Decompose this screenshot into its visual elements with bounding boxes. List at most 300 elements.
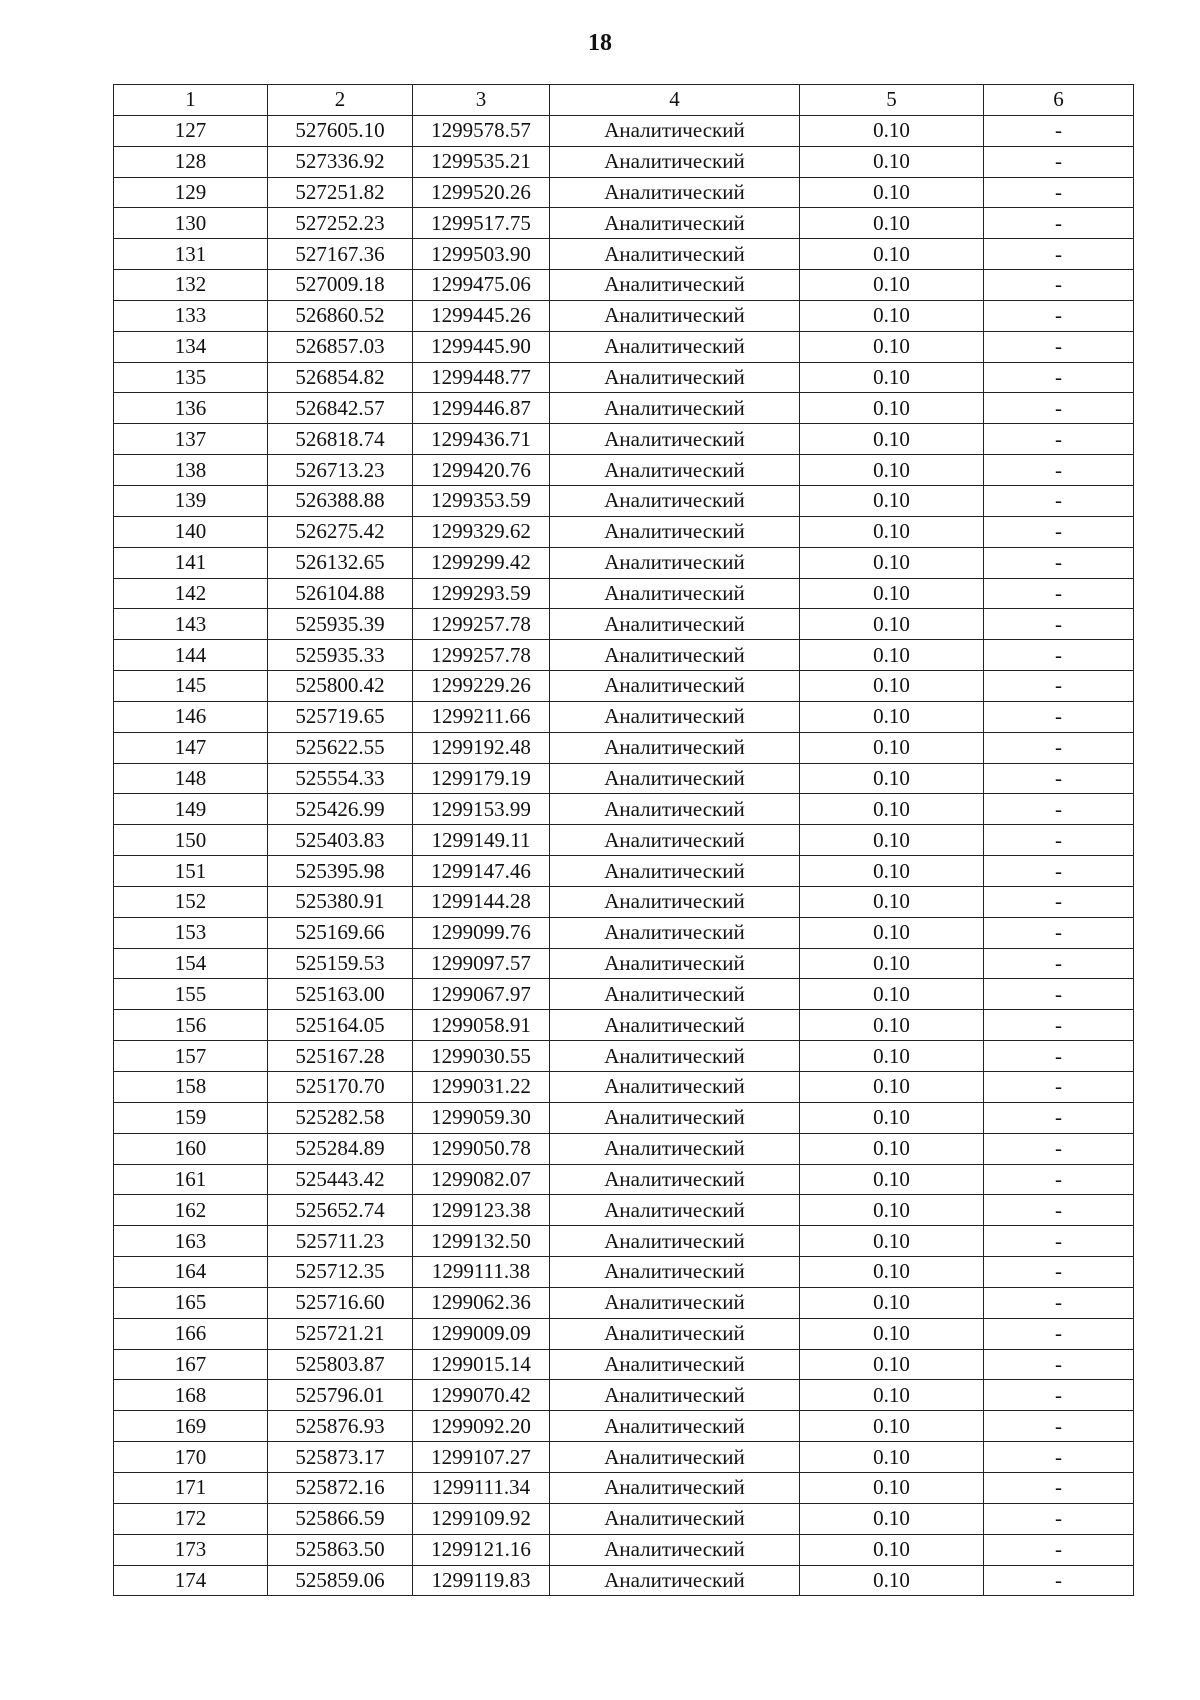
table-cell: -	[984, 1287, 1134, 1318]
table-cell: -	[984, 1349, 1134, 1380]
table-cell: 1299147.46	[413, 856, 550, 887]
table-cell: Аналитический	[550, 424, 800, 455]
table-cell: 0.10	[800, 948, 984, 979]
table-cell: 0.10	[800, 1102, 984, 1133]
table-cell: -	[984, 856, 1134, 887]
table-cell: 0.10	[800, 1257, 984, 1288]
table-cell: Аналитический	[550, 1442, 800, 1473]
table-cell: 142	[114, 578, 268, 609]
table-cell: -	[984, 1472, 1134, 1503]
table-row	[114, 1534, 1134, 1565]
table-cell: 525403.83	[268, 825, 413, 856]
table-row	[114, 1133, 1134, 1164]
table-cell: 1299293.59	[413, 578, 550, 609]
table-row	[114, 794, 1134, 825]
table-cell: 1299257.78	[413, 609, 550, 640]
table-cell: 525935.39	[268, 609, 413, 640]
table-row	[114, 1411, 1134, 1442]
table-cell: 1299050.78	[413, 1133, 550, 1164]
column-header: 5	[800, 85, 984, 116]
table-cell: 172	[114, 1503, 268, 1534]
table-cell: 165	[114, 1287, 268, 1318]
table-cell: 1299149.11	[413, 825, 550, 856]
table-cell: Аналитический	[550, 917, 800, 948]
table-cell: 1299445.26	[413, 300, 550, 331]
table-cell: 525282.58	[268, 1102, 413, 1133]
table-cell: 0.10	[800, 516, 984, 547]
table-cell: -	[984, 270, 1134, 301]
table-cell: 140	[114, 516, 268, 547]
table-cell: 167	[114, 1349, 268, 1380]
table-cell: 0.10	[800, 917, 984, 948]
table-cell: -	[984, 609, 1134, 640]
table-row	[114, 1195, 1134, 1226]
table-cell: 525872.16	[268, 1472, 413, 1503]
table-cell: 527605.10	[268, 115, 413, 146]
table-cell: 0.10	[800, 331, 984, 362]
table-row	[114, 1287, 1134, 1318]
table-cell: 159	[114, 1102, 268, 1133]
table-cell: -	[984, 1226, 1134, 1257]
table-cell: 171	[114, 1472, 268, 1503]
table-cell: Аналитический	[550, 331, 800, 362]
table-cell: Аналитический	[550, 1041, 800, 1072]
table-cell: Аналитический	[550, 1349, 800, 1380]
table-cell: 525426.99	[268, 794, 413, 825]
table-cell: 526132.65	[268, 547, 413, 578]
table-cell: 0.10	[800, 1411, 984, 1442]
table-cell: 525796.01	[268, 1380, 413, 1411]
table-cell: 0.10	[800, 794, 984, 825]
table-cell: -	[984, 485, 1134, 516]
table-cell: 0.10	[800, 825, 984, 856]
table-cell: 1299099.76	[413, 917, 550, 948]
table-cell: 138	[114, 455, 268, 486]
table-cell: Аналитический	[550, 609, 800, 640]
table-cell: 158	[114, 1072, 268, 1103]
table-cell: Аналитический	[550, 732, 800, 763]
table-cell: 156	[114, 1010, 268, 1041]
table-cell: 0.10	[800, 701, 984, 732]
table-cell: 1299446.87	[413, 393, 550, 424]
table-cell: 0.10	[800, 547, 984, 578]
table-cell: Аналитический	[550, 547, 800, 578]
table-cell: 525163.00	[268, 979, 413, 1010]
table-cell: Аналитический	[550, 362, 800, 393]
table-body	[114, 115, 1134, 1596]
table-row	[114, 239, 1134, 270]
table-cell: 1299503.90	[413, 239, 550, 270]
table-cell: Аналитический	[550, 1010, 800, 1041]
table-cell: 155	[114, 979, 268, 1010]
table-row	[114, 917, 1134, 948]
table-cell: 526275.42	[268, 516, 413, 547]
table-cell: Аналитический	[550, 1226, 800, 1257]
table-cell: 1299109.92	[413, 1503, 550, 1534]
table-row	[114, 1226, 1134, 1257]
table-cell: Аналитический	[550, 1072, 800, 1103]
table-cell: 160	[114, 1133, 268, 1164]
table-cell: 0.10	[800, 1195, 984, 1226]
table-cell: 525800.42	[268, 671, 413, 702]
table-cell: Аналитический	[550, 485, 800, 516]
table-cell: 1299092.20	[413, 1411, 550, 1442]
table-row	[114, 763, 1134, 794]
table-cell: -	[984, 732, 1134, 763]
table-cell: Аналитический	[550, 270, 800, 301]
table-cell: 526842.57	[268, 393, 413, 424]
table-cell: 132	[114, 270, 268, 301]
table-cell: -	[984, 146, 1134, 177]
table-cell: Аналитический	[550, 701, 800, 732]
table-cell: 0.10	[800, 609, 984, 640]
table-row	[114, 886, 1134, 917]
table-cell: 1299211.66	[413, 701, 550, 732]
table-cell: -	[984, 115, 1134, 146]
table-cell: 0.10	[800, 1010, 984, 1041]
table-cell: 526860.52	[268, 300, 413, 331]
table-cell: 0.10	[800, 1472, 984, 1503]
table-cell: 0.10	[800, 146, 984, 177]
table-cell: 134	[114, 331, 268, 362]
table-cell: 0.10	[800, 1072, 984, 1103]
table-cell: 153	[114, 917, 268, 948]
table-cell: Аналитический	[550, 886, 800, 917]
table-row	[114, 1257, 1134, 1288]
table-cell: 525866.59	[268, 1503, 413, 1534]
table-cell: Аналитический	[550, 794, 800, 825]
table-row	[114, 115, 1134, 146]
table-cell: 526104.88	[268, 578, 413, 609]
table-cell: 151	[114, 856, 268, 887]
column-header: 1	[114, 85, 268, 116]
table-cell: 0.10	[800, 979, 984, 1010]
table-cell: Аналитический	[550, 671, 800, 702]
table-cell: 0.10	[800, 362, 984, 393]
table-cell: Аналитический	[550, 115, 800, 146]
table-cell: 525169.66	[268, 917, 413, 948]
table-cell: 1299144.28	[413, 886, 550, 917]
table-cell: 525721.21	[268, 1318, 413, 1349]
column-header: 3	[413, 85, 550, 116]
table-cell: 1299475.06	[413, 270, 550, 301]
table-cell: Аналитический	[550, 516, 800, 547]
table-cell: 1299153.99	[413, 794, 550, 825]
table-cell: 1299420.76	[413, 455, 550, 486]
table-cell: 0.10	[800, 485, 984, 516]
table-cell: 0.10	[800, 1318, 984, 1349]
table-row	[114, 362, 1134, 393]
table-row	[114, 424, 1134, 455]
table-cell: 170	[114, 1442, 268, 1473]
table-cell: 527251.82	[268, 177, 413, 208]
table-cell: 0.10	[800, 455, 984, 486]
table-cell: Аналитический	[550, 1318, 800, 1349]
table-cell: -	[984, 362, 1134, 393]
table-cell: 0.10	[800, 239, 984, 270]
table-cell: 526857.03	[268, 331, 413, 362]
table-cell: Аналитический	[550, 455, 800, 486]
table-cell: 1299009.09	[413, 1318, 550, 1349]
table-row	[114, 825, 1134, 856]
table-cell: 1299578.57	[413, 115, 550, 146]
table-cell: 1299111.34	[413, 1472, 550, 1503]
table-cell: 1299229.26	[413, 671, 550, 702]
table-row	[114, 1318, 1134, 1349]
table-cell: 168	[114, 1380, 268, 1411]
table-cell: 525652.74	[268, 1195, 413, 1226]
table-cell: 527336.92	[268, 146, 413, 177]
table-cell: -	[984, 1318, 1134, 1349]
table-cell: 526388.88	[268, 485, 413, 516]
table-cell: 525284.89	[268, 1133, 413, 1164]
table-cell: -	[984, 1380, 1134, 1411]
table-cell: -	[984, 424, 1134, 455]
table-cell: 525554.33	[268, 763, 413, 794]
table-cell: 1299058.91	[413, 1010, 550, 1041]
table-cell: Аналитический	[550, 578, 800, 609]
table-cell: 163	[114, 1226, 268, 1257]
table-cell: -	[984, 455, 1134, 486]
table-cell: -	[984, 763, 1134, 794]
table-row	[114, 455, 1134, 486]
table-cell: 161	[114, 1164, 268, 1195]
table-cell: -	[984, 1503, 1134, 1534]
table-cell: -	[984, 578, 1134, 609]
table-cell: 129	[114, 177, 268, 208]
table-row	[114, 300, 1134, 331]
table-cell: -	[984, 640, 1134, 671]
table-cell: -	[984, 1133, 1134, 1164]
table-cell: 525935.33	[268, 640, 413, 671]
table-cell: 1299015.14	[413, 1349, 550, 1380]
table-header	[114, 85, 1134, 116]
table-cell: 1299436.71	[413, 424, 550, 455]
table-cell: Аналитический	[550, 1472, 800, 1503]
table-cell: 0.10	[800, 208, 984, 239]
column-header: 4	[550, 85, 800, 116]
table-cell: 137	[114, 424, 268, 455]
table-cell: 1299030.55	[413, 1041, 550, 1072]
table-cell: 1299299.42	[413, 547, 550, 578]
table-cell: 525395.98	[268, 856, 413, 887]
table-cell: 1299070.42	[413, 1380, 550, 1411]
table-cell: 525159.53	[268, 948, 413, 979]
table-cell: 525863.50	[268, 1534, 413, 1565]
table-cell: Аналитический	[550, 825, 800, 856]
table-cell: 136	[114, 393, 268, 424]
table-row	[114, 516, 1134, 547]
table-cell: Аналитический	[550, 1164, 800, 1195]
table-cell: 149	[114, 794, 268, 825]
table-cell: Аналитический	[550, 1257, 800, 1288]
table-cell: 1299535.21	[413, 146, 550, 177]
table-cell: -	[984, 239, 1134, 270]
table-cell: 147	[114, 732, 268, 763]
table-cell: 0.10	[800, 1041, 984, 1072]
table-row	[114, 701, 1134, 732]
table-cell: 1299059.30	[413, 1102, 550, 1133]
table-row	[114, 270, 1134, 301]
table-cell: 0.10	[800, 763, 984, 794]
table-cell: 526854.82	[268, 362, 413, 393]
table-cell: 0.10	[800, 886, 984, 917]
table-cell: 525716.60	[268, 1287, 413, 1318]
table-row	[114, 732, 1134, 763]
table-cell: -	[984, 1442, 1134, 1473]
table-cell: 525622.55	[268, 732, 413, 763]
table-row	[114, 1565, 1134, 1596]
table-cell: 0.10	[800, 856, 984, 887]
table-cell: 0.10	[800, 1503, 984, 1534]
table-row	[114, 1442, 1134, 1473]
table-cell: -	[984, 1041, 1134, 1072]
table-cell: 1299097.57	[413, 948, 550, 979]
table-cell: 174	[114, 1565, 268, 1596]
table-cell: 130	[114, 208, 268, 239]
table-row	[114, 640, 1134, 671]
table-cell: 1299119.83	[413, 1565, 550, 1596]
table-cell: 169	[114, 1411, 268, 1442]
table-cell: 1299123.38	[413, 1195, 550, 1226]
table-cell: 525170.70	[268, 1072, 413, 1103]
table-cell: -	[984, 177, 1134, 208]
table-row	[114, 1072, 1134, 1103]
table-cell: -	[984, 393, 1134, 424]
table-cell: 527167.36	[268, 239, 413, 270]
table-cell: 143	[114, 609, 268, 640]
table-cell: 0.10	[800, 1349, 984, 1380]
table-cell: 127	[114, 115, 268, 146]
table-row	[114, 856, 1134, 887]
table-row	[114, 1349, 1134, 1380]
coordinates-table	[113, 84, 1134, 1596]
table-cell: 135	[114, 362, 268, 393]
table-cell: 0.10	[800, 578, 984, 609]
table-cell: Аналитический	[550, 979, 800, 1010]
table-row	[114, 1472, 1134, 1503]
table-row	[114, 1503, 1134, 1534]
table-cell: 0.10	[800, 1226, 984, 1257]
table-cell: 1299121.16	[413, 1534, 550, 1565]
table-cell: Аналитический	[550, 1133, 800, 1164]
table-cell: 1299192.48	[413, 732, 550, 763]
table-cell: 0.10	[800, 300, 984, 331]
table-cell: -	[984, 671, 1134, 702]
table-row	[114, 1010, 1134, 1041]
table-cell: -	[984, 794, 1134, 825]
table-cell: 0.10	[800, 177, 984, 208]
table-cell: 0.10	[800, 393, 984, 424]
table-row	[114, 948, 1134, 979]
table-cell: 525711.23	[268, 1226, 413, 1257]
table-cell: -	[984, 917, 1134, 948]
table-cell: -	[984, 1411, 1134, 1442]
table-cell: Аналитический	[550, 1102, 800, 1133]
table-cell: 1299179.19	[413, 763, 550, 794]
table-cell: 150	[114, 825, 268, 856]
table-cell: 1299132.50	[413, 1226, 550, 1257]
table-row	[114, 177, 1134, 208]
table-row	[114, 609, 1134, 640]
table-cell: 525859.06	[268, 1565, 413, 1596]
table-cell: 0.10	[800, 732, 984, 763]
table-row	[114, 208, 1134, 239]
table-cell: -	[984, 1195, 1134, 1226]
table-row	[114, 547, 1134, 578]
table-cell: Аналитический	[550, 948, 800, 979]
table-cell: 526713.23	[268, 455, 413, 486]
table-cell: Аналитический	[550, 856, 800, 887]
table-cell: Аналитический	[550, 1503, 800, 1534]
table-cell: Аналитический	[550, 177, 800, 208]
table-cell: 1299520.26	[413, 177, 550, 208]
table-cell: -	[984, 979, 1134, 1010]
table-cell: 527252.23	[268, 208, 413, 239]
table-cell: 133	[114, 300, 268, 331]
table-cell: 146	[114, 701, 268, 732]
table-cell: 1299445.90	[413, 331, 550, 362]
table-cell: Аналитический	[550, 1287, 800, 1318]
table-cell: 0.10	[800, 1287, 984, 1318]
table-cell: 525380.91	[268, 886, 413, 917]
table-cell: 525719.65	[268, 701, 413, 732]
table-cell: 0.10	[800, 640, 984, 671]
table-cell: Аналитический	[550, 1565, 800, 1596]
table-cell: 525164.05	[268, 1010, 413, 1041]
table-cell: -	[984, 1534, 1134, 1565]
table-cell: -	[984, 1565, 1134, 1596]
table-row	[114, 331, 1134, 362]
table-cell: 145	[114, 671, 268, 702]
table-cell: 1299257.78	[413, 640, 550, 671]
table-cell: Аналитический	[550, 146, 800, 177]
table-cell: 173	[114, 1534, 268, 1565]
table-cell: -	[984, 1072, 1134, 1103]
table-cell: 128	[114, 146, 268, 177]
table-cell: 1299082.07	[413, 1164, 550, 1195]
table-cell: 0.10	[800, 671, 984, 702]
table-row	[114, 146, 1134, 177]
table-cell: Аналитический	[550, 393, 800, 424]
table-cell: 525167.28	[268, 1041, 413, 1072]
table-cell: -	[984, 1257, 1134, 1288]
table-cell: -	[984, 331, 1134, 362]
table-cell: -	[984, 1010, 1134, 1041]
table-cell: 527009.18	[268, 270, 413, 301]
table-row	[114, 671, 1134, 702]
column-header: 6	[984, 85, 1134, 116]
table-cell: Аналитический	[550, 1380, 800, 1411]
header-row	[114, 85, 1134, 116]
table-cell: 148	[114, 763, 268, 794]
table-cell: 1299329.62	[413, 516, 550, 547]
table-cell: 1299067.97	[413, 979, 550, 1010]
table-cell: -	[984, 701, 1134, 732]
table-cell: 0.10	[800, 1164, 984, 1195]
table-cell: 526818.74	[268, 424, 413, 455]
table-cell: 157	[114, 1041, 268, 1072]
table-cell: Аналитический	[550, 763, 800, 794]
table-cell: 1299353.59	[413, 485, 550, 516]
table-row	[114, 485, 1134, 516]
table-cell: 525712.35	[268, 1257, 413, 1288]
table-cell: 525803.87	[268, 1349, 413, 1380]
table-cell: 525873.17	[268, 1442, 413, 1473]
table-cell: Аналитический	[550, 1195, 800, 1226]
table-cell: 0.10	[800, 1380, 984, 1411]
table-row	[114, 1380, 1134, 1411]
